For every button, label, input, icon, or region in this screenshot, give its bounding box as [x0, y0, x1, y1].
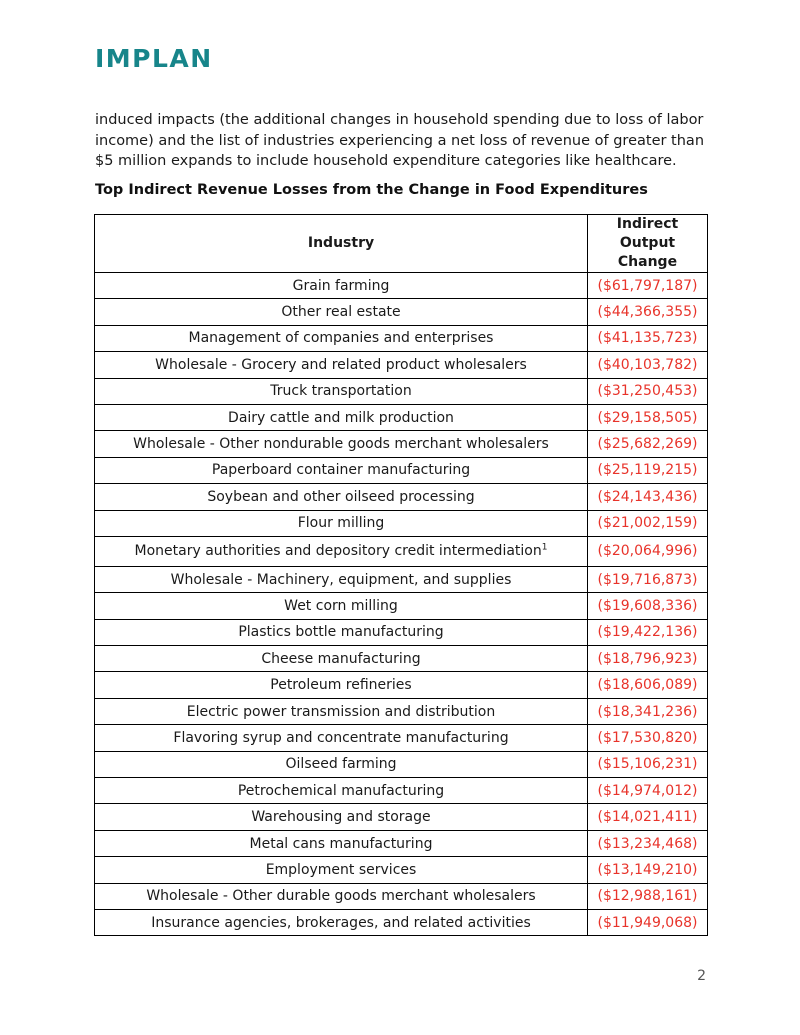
column-header-indirect-output-change: Indirect Output Change: [588, 215, 708, 273]
output-change-value: ($18,341,236): [588, 698, 708, 724]
output-change-value: ($14,974,012): [588, 778, 708, 804]
table-body: [95, 273, 708, 936]
output-change-value: ($13,149,210): [588, 857, 708, 883]
industry-name: Dairy cattle and milk production: [228, 409, 454, 426]
output-change-value: ($21,002,159): [588, 510, 708, 536]
industry-cell: [95, 909, 588, 935]
table-row: [95, 352, 708, 378]
table-row: [95, 646, 708, 672]
industry-cell: [95, 725, 588, 751]
table-row: [95, 778, 708, 804]
industry-cell: [95, 778, 588, 804]
output-change-value: ($17,530,820): [588, 725, 708, 751]
industry-cell: [95, 273, 588, 299]
industry-cell: [95, 566, 588, 592]
output-change-value: ($11,949,068): [588, 909, 708, 935]
industry-name: Cheese manufacturing: [261, 650, 421, 667]
industry-name: Petroleum refineries: [270, 677, 412, 694]
industry-name: Truck transportation: [270, 383, 412, 400]
table-row: [95, 431, 708, 457]
industry-name: Petrochemical manufacturing: [237, 782, 445, 799]
table-header-row: [95, 215, 708, 273]
industry-name: Soybean and other oilseed processing: [207, 488, 475, 505]
output-change-value: ($25,119,215): [588, 457, 708, 483]
output-change-value: ($19,608,336): [588, 593, 708, 619]
column-header-industry: Industry: [95, 215, 588, 273]
industry-cell: [95, 804, 588, 830]
industry-cell: [95, 857, 588, 883]
industry-name: Wet corn milling: [284, 597, 398, 614]
output-change-value: ($20,064,996): [588, 536, 708, 566]
industry-cell: [95, 484, 588, 510]
table-row: [95, 672, 708, 698]
output-change-value: ($14,021,411): [588, 804, 708, 830]
output-change-value: ($25,682,269): [588, 431, 708, 457]
industry-cell: [95, 299, 588, 325]
industry-cell: [95, 698, 588, 724]
industry-name: Wholesale - Machinery, equipment, and supplies: [170, 571, 512, 588]
output-change-value: ($24,143,436): [588, 484, 708, 510]
output-change-value: ($18,606,089): [588, 672, 708, 698]
output-change-value: ($13,234,468): [588, 830, 708, 856]
table-row: [95, 404, 708, 430]
output-change-value: ($19,716,873): [588, 566, 708, 592]
table-row: [95, 299, 708, 325]
table-row: [95, 566, 708, 592]
table-row: [95, 457, 708, 483]
output-change-value: ($61,797,187): [588, 273, 708, 299]
industry-cell: [95, 619, 588, 645]
output-change-value: ($41,135,723): [588, 325, 708, 351]
output-change-value: ($31,250,453): [588, 378, 708, 404]
implan-logo: IMPLAN: [95, 44, 213, 73]
industry-cell: [95, 593, 588, 619]
industry-name: Management of companies and enterprises: [188, 330, 494, 347]
table-row: [95, 804, 708, 830]
industry-name: Wholesale - Grocery and related product wholesalers: [155, 356, 527, 373]
industry-cell: [95, 646, 588, 672]
industry-name: Oilseed farming: [285, 756, 397, 773]
industry-cell: [95, 510, 588, 536]
industry-name: Wholesale - Other durable goods merchant wholesalers: [146, 888, 536, 905]
output-change-value: ($15,106,231): [588, 751, 708, 777]
industry-cell: [95, 352, 588, 378]
industry-cell: [95, 883, 588, 909]
output-change-value: ($29,158,505): [588, 404, 708, 430]
industry-name: Plastics bottle manufacturing: [238, 624, 444, 641]
table-row: [95, 909, 708, 935]
table-title: Top Indirect Revenue Losses from the Change in Food Expenditures: [95, 182, 648, 198]
industry-cell: [95, 378, 588, 404]
table-row: [95, 619, 708, 645]
industry-name: Employment services: [265, 861, 417, 878]
industry-cell: [95, 457, 588, 483]
industry-name: Grain farming: [292, 277, 390, 294]
table-row: [95, 593, 708, 619]
industry-name: Electric power transmission and distribution: [186, 703, 496, 720]
output-change-value: ($44,366,355): [588, 299, 708, 325]
intro-paragraph: induced impacts (the additional changes in household spending due to loss of labor income) and the list of industries experiencing a net loss of revenue of greater than $5 million expands to include household expenditure categories like healthcare.: [95, 112, 705, 169]
industry-cell: [95, 751, 588, 777]
table-row: [95, 751, 708, 777]
table-row: [95, 883, 708, 909]
revenue-loss-table: [94, 214, 708, 936]
industry-name: Monetary authorities and depository credit intermediation: [134, 543, 542, 560]
table-row: [95, 273, 708, 299]
table-row: [95, 536, 708, 566]
industry-name: Other real estate: [281, 304, 401, 321]
table-row: [95, 698, 708, 724]
industry-name: Flour milling: [297, 515, 385, 532]
industry-cell: [95, 672, 588, 698]
output-change-value: ($12,988,161): [588, 883, 708, 909]
industry-cell: [95, 325, 588, 351]
output-change-value: ($40,103,782): [588, 352, 708, 378]
table-row: [95, 857, 708, 883]
footnote-marker: 1: [541, 542, 548, 553]
table-row: [95, 830, 708, 856]
industry-cell: [95, 431, 588, 457]
page-number: 2: [697, 968, 706, 984]
industry-cell: [95, 536, 588, 566]
table-row: [95, 725, 708, 751]
industry-name: Insurance agencies, brokerages, and related activities: [151, 914, 531, 931]
industry-name: Metal cans manufacturing: [249, 835, 433, 852]
industry-name: Paperboard container manufacturing: [211, 462, 471, 479]
industry-cell: [95, 830, 588, 856]
industry-name: Wholesale - Other nondurable goods merchant wholesalers: [133, 436, 549, 453]
table-row: [95, 510, 708, 536]
table-row: [95, 484, 708, 510]
table-row: [95, 378, 708, 404]
output-change-value: ($18,796,923): [588, 646, 708, 672]
industry-name: Warehousing and storage: [251, 809, 431, 826]
industry-cell: [95, 404, 588, 430]
output-change-value: ($19,422,136): [588, 619, 708, 645]
industry-name: Flavoring syrup and concentrate manufacturing: [173, 729, 509, 746]
table-row: [95, 325, 708, 351]
